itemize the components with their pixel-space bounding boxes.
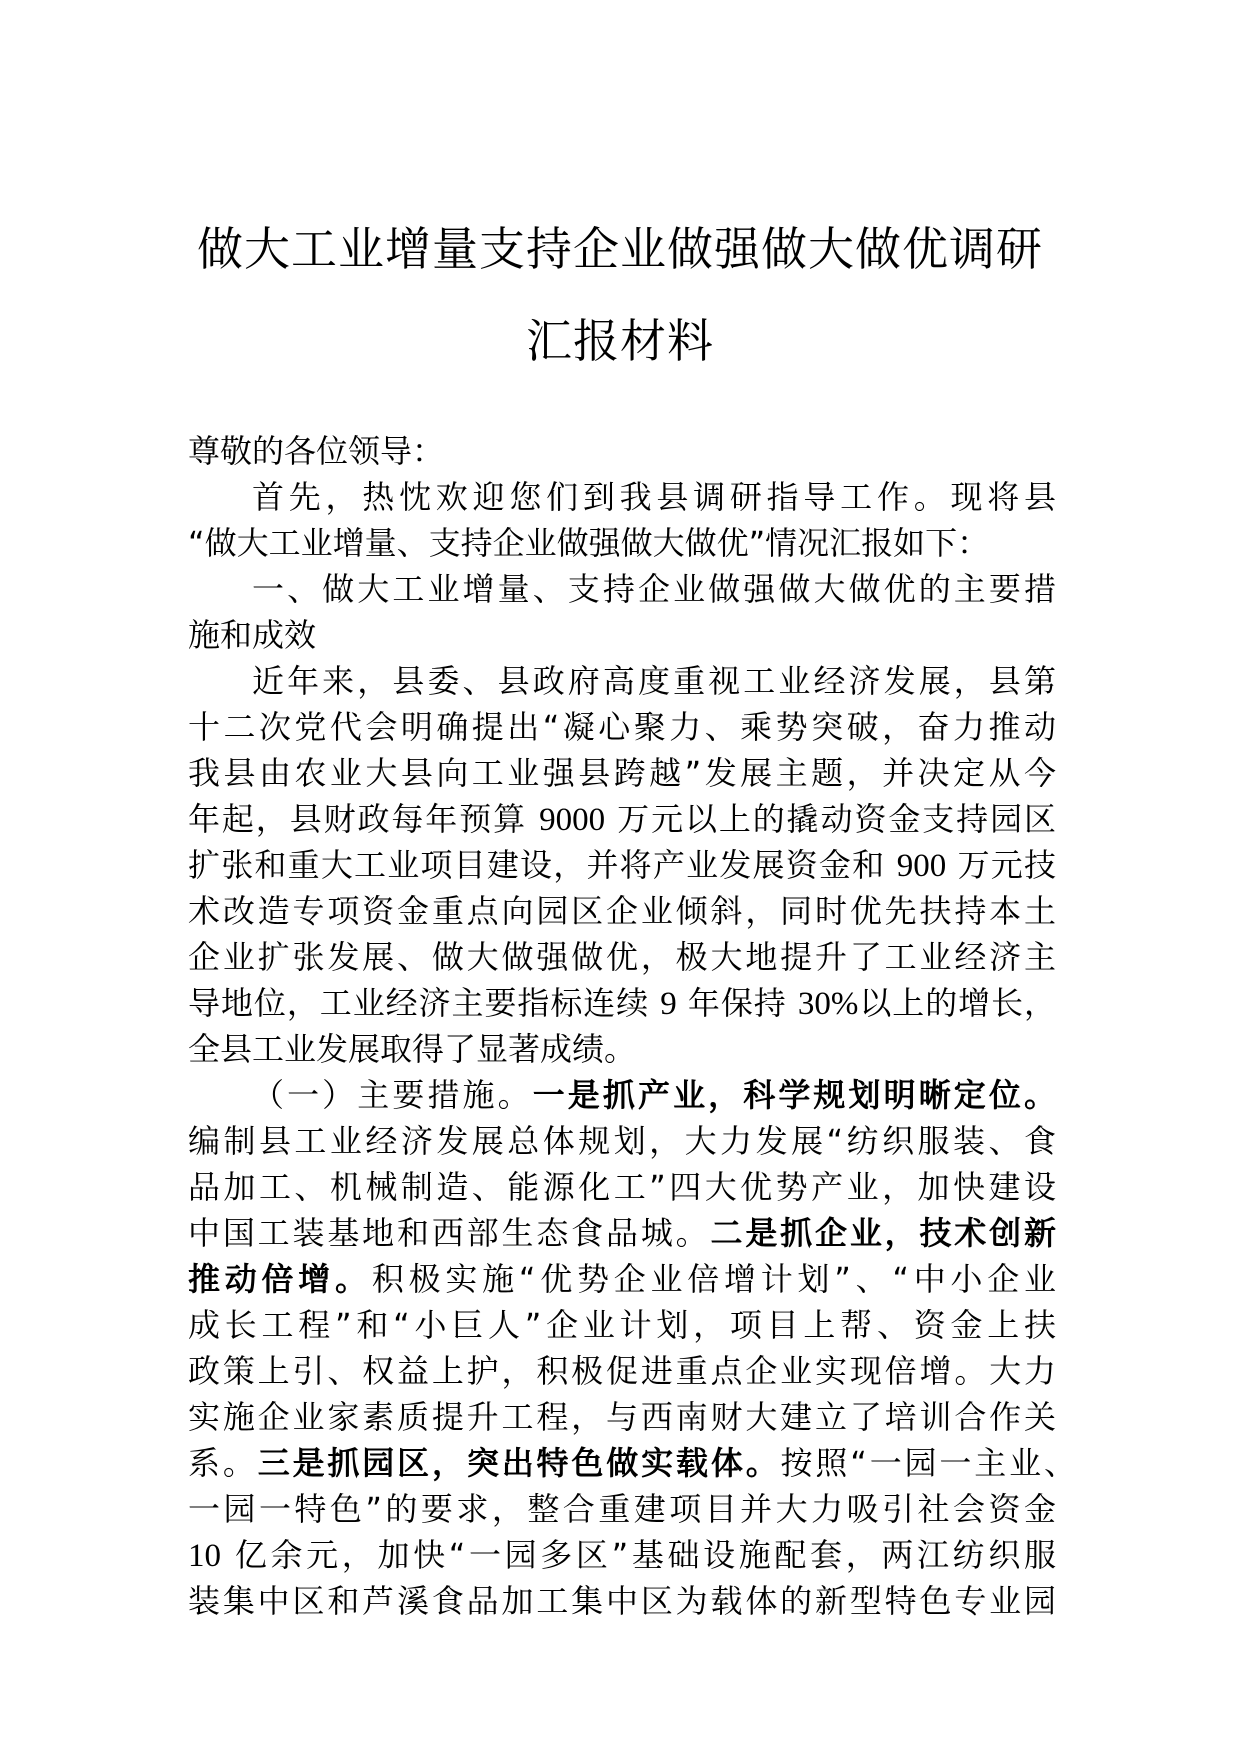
paragraph-3-line-3: 品加工、机械制造、能源化工”四大优势产业，加快建设 (188, 1168, 1056, 1206)
text-run: 万元以上的撬动资金支持园区 (617, 800, 1056, 838)
paragraph-3-line-5 (188, 1256, 1056, 1302)
document-title-line-1: 做大工业增量支持企业做强做大做优调研 (197, 222, 1043, 276)
bold-run: 三是抓园区，突出特色做实载体。 (257, 1444, 781, 1482)
paragraph-3-line-4 (188, 1210, 1056, 1256)
paragraph-2-line-8 (188, 980, 1056, 1026)
text-run: 亿余元，加快“一园多区”基础设施配套，两江纺织服 (234, 1536, 1056, 1574)
text-run: 年保持 (687, 984, 787, 1022)
paragraph-3-line-2: 编制县工业经济发展总体规划，大力发展“纺织服装、食 (188, 1122, 1056, 1160)
text-run: 万元技 (957, 846, 1057, 884)
bold-run: 推动倍增。 (188, 1260, 372, 1298)
paragraph-3-line-8: 实施企业家素质提升工程，与西南财大建立了培训合作关 (188, 1398, 1056, 1436)
paragraph-3-line-6: 成长工程”和“小巨人”企业计划，项目上帮、资金上扶 (188, 1306, 1056, 1344)
text-run: （一）主要措施。 (252, 1076, 533, 1114)
document-body (188, 428, 1076, 1624)
paragraph-2-line-5 (188, 842, 1056, 888)
paragraph-1-line-1: 首先，热忱欢迎您们到我县调研指导工作。现将县 (252, 478, 1056, 516)
number-run: 9 (660, 986, 677, 1022)
text-run: 按照“一园一主业、 (780, 1444, 1076, 1482)
text-run: 导地位，工业经济主要指标连续 (188, 984, 650, 1022)
number-run: 900 (896, 848, 947, 884)
paragraph-3-line-7: 政策上引、权益上护，积极促进重点企业实现倍增。大力 (188, 1352, 1056, 1390)
number-run: 10 (188, 1538, 221, 1574)
paragraph-2-line-9: 全县工业发展取得了显著成绩。 (188, 1030, 637, 1068)
text-run: 以上的增长， (858, 984, 1057, 1022)
bold-run: 一是抓产业，科学规划明晰定位。 (532, 1076, 1056, 1114)
bold-run: 二是抓企业，技术创新 (710, 1214, 1056, 1252)
paragraph-2-line-2: 十二次党代会明确提出“凝心聚力、乘势突破，奋力推动 (188, 708, 1056, 746)
text-run: 系。 (188, 1444, 258, 1482)
paragraph-3-line-10: 一园一特色”的要求，整合重建项目并大力吸引社会资金 (188, 1490, 1056, 1528)
text-run: 扩张和重大工业项目建设，并将产业发展资金和 (188, 846, 886, 884)
paragraph-1-line-2: “做大工业增量、支持企业做强做大做优”情况汇报如下： (188, 524, 990, 562)
section-heading-1-line-2: 施和成效 (188, 616, 317, 654)
paragraph-2-line-4 (188, 796, 1056, 842)
number-run: 30% (797, 986, 859, 1022)
text-run: 积极实施“优势企业倍增计划”、“中小企业 (371, 1260, 1056, 1298)
paragraph-3-line-12: 装集中区和芦溪食品加工集中区为载体的新型特色专业园 (188, 1582, 1056, 1620)
paragraph-2-line-7: 企业扩张发展、做大做强做优，极大地提升了工业经济主 (188, 938, 1056, 976)
paragraph-2-line-1: 近年来，县委、县政府高度重视工业经济发展，县第 (252, 662, 1056, 700)
document-title-line-2: 汇报材料 (526, 314, 714, 368)
text-run: 年起，县财政每年预算 (188, 800, 528, 838)
paragraph-3-line-1 (188, 1072, 1056, 1118)
text-run: 中国工装基地和西部生态食品城。 (188, 1214, 711, 1252)
paragraph-2-line-3: 我县由农业大县向工业强县跨越”发展主题，并决定从今 (188, 754, 1056, 792)
paragraph-3-line-9 (188, 1440, 1076, 1486)
salutation: 尊敬的各位领导： (188, 432, 445, 470)
paragraph-3-line-11 (188, 1532, 1056, 1578)
paragraph-2-line-6: 术改造专项资金重点向园区企业倾斜，同时优先扶持本土 (188, 892, 1056, 930)
number-run: 9000 (539, 802, 606, 838)
section-heading-1-line-1: 一、做大工业增量、支持企业做强做大做优的主要措 (252, 570, 1056, 608)
